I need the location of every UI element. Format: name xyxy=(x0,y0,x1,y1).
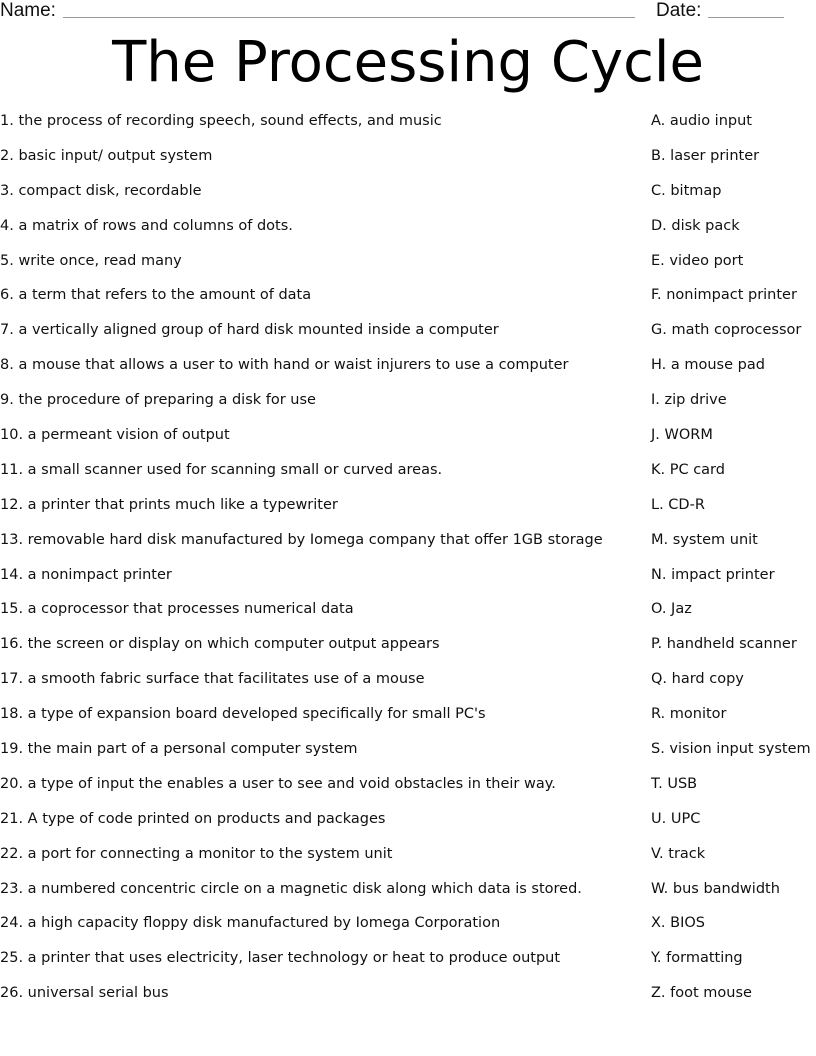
clue-text: 4. a matrix of rows and columns of dots. xyxy=(0,217,293,234)
page-title: The Processing Cycle xyxy=(112,30,704,95)
answer-option: H. a mouse pad xyxy=(651,357,765,374)
matching-row xyxy=(0,458,816,493)
clue-text: 15. a coprocessor that processes numerical data xyxy=(0,601,354,618)
answer-option: O. Jaz xyxy=(651,601,692,618)
answer-option: W. bus bandwidth xyxy=(651,880,780,897)
matching-row xyxy=(0,283,816,318)
date-label: Date: xyxy=(656,0,702,21)
matching-row xyxy=(0,179,816,214)
clue-text: 17. a smooth fabric surface that facilitates use of a mouse xyxy=(0,671,425,688)
matching-row xyxy=(0,528,816,563)
answer-option: G. math coprocessor xyxy=(651,322,802,339)
matching-row xyxy=(0,214,816,249)
clue-text: 14. a nonimpact printer xyxy=(0,566,172,583)
matching-row xyxy=(0,109,816,144)
clue-text: 13. removable hard disk manufactured by Iomega company that offer 1GB storage xyxy=(0,531,603,548)
clue-text: 16. the screen or display on which computer output appears xyxy=(0,636,440,653)
matching-row xyxy=(0,807,816,842)
answer-option: P. handheld scanner xyxy=(651,636,797,653)
answer-option: K. PC card xyxy=(651,461,725,478)
answer-option: U. UPC xyxy=(651,810,701,827)
matching-row xyxy=(0,632,816,667)
date-blank-line[interactable] xyxy=(708,17,784,18)
answer-option: Q. hard copy xyxy=(651,671,744,688)
matching-row xyxy=(0,353,816,388)
matching-row xyxy=(0,597,816,632)
answer-option: M. system unit xyxy=(651,531,758,548)
clue-text: 25. a printer that uses electricity, laser technology or heat to produce output xyxy=(0,950,561,967)
clue-text: 24. a high capacity floppy disk manufactured by Iomega Corporation xyxy=(0,915,501,932)
clue-text: 26. universal serial bus xyxy=(0,985,169,1002)
clue-text: 8. a mouse that allows a user to with hand or waist injurers to use a computer xyxy=(0,357,569,374)
clue-text: 6. a term that refers to the amount of data xyxy=(0,287,312,304)
name-label: Name: xyxy=(0,0,56,21)
clue-text: 2. basic input/ output system xyxy=(0,147,213,164)
answer-option: D. disk pack xyxy=(651,217,740,234)
clue-text: 20. a type of input the enables a user to see and void obstacles in their way. xyxy=(0,775,556,792)
matching-row xyxy=(0,981,816,1016)
answer-option: X. BIOS xyxy=(651,915,705,932)
clue-text: 21. A type of code printed on products and packages xyxy=(0,810,386,827)
matching-row xyxy=(0,842,816,877)
matching-row xyxy=(0,318,816,353)
clue-text: 9. the procedure of preparing a disk for use xyxy=(0,392,316,409)
answer-option: L. CD-R xyxy=(651,496,705,513)
worksheet-header xyxy=(0,0,816,24)
answer-option: N. impact printer xyxy=(651,566,775,583)
answer-option: S. vision input system xyxy=(651,741,811,758)
answer-option: A. audio input xyxy=(651,113,752,129)
matching-row xyxy=(0,946,816,981)
clue-text: 19. the main part of a personal computer system xyxy=(0,741,358,758)
matching-row xyxy=(0,911,816,946)
matching-row xyxy=(0,877,816,912)
matching-row xyxy=(0,772,816,807)
clue-text: 18. a type of expansion board developed specifically for small PC's xyxy=(0,706,486,723)
answer-option: C. bitmap xyxy=(651,182,722,199)
matching-row xyxy=(0,493,816,528)
matching-row xyxy=(0,702,816,737)
clue-text: 11. a small scanner used for scanning small or curved areas. xyxy=(0,461,443,478)
name-blank-line[interactable] xyxy=(63,17,635,18)
answer-option: E. video port xyxy=(651,252,744,269)
matching-row xyxy=(0,249,816,284)
clue-text: 22. a port for connecting a monitor to the system unit xyxy=(0,845,393,862)
clue-text: 12. a printer that prints much like a typewriter xyxy=(0,496,338,513)
answer-option: B. laser printer xyxy=(651,147,760,164)
answer-option: Y. formatting xyxy=(651,950,743,967)
answer-option: F. nonimpact printer xyxy=(651,287,797,304)
matching-row xyxy=(0,144,816,179)
answer-option: J. WORM xyxy=(651,427,713,444)
matching-row xyxy=(0,667,816,702)
clue-text: 5. write once, read many xyxy=(0,252,182,269)
matching-list xyxy=(0,109,816,1016)
answer-option: V. track xyxy=(651,845,706,862)
matching-row xyxy=(0,737,816,772)
answer-option: T. USB xyxy=(651,775,698,792)
answer-option: I. zip drive xyxy=(651,392,727,409)
matching-row xyxy=(0,563,816,598)
matching-row xyxy=(0,388,816,423)
matching-row xyxy=(0,423,816,458)
clue-text: 23. a numbered concentric circle on a magnetic disk along which data is stored. xyxy=(0,880,582,897)
clue-text: 1. the process of recording speech, sound effects, and music xyxy=(0,113,442,129)
clue-text: 3. compact disk, recordable xyxy=(0,182,202,199)
clue-text: 10. a permeant vision of output xyxy=(0,427,230,444)
answer-option: R. monitor xyxy=(651,706,727,723)
clue-text: 7. a vertically aligned group of hard disk mounted inside a computer xyxy=(0,322,499,339)
answer-option: Z. foot mouse xyxy=(651,985,752,1002)
